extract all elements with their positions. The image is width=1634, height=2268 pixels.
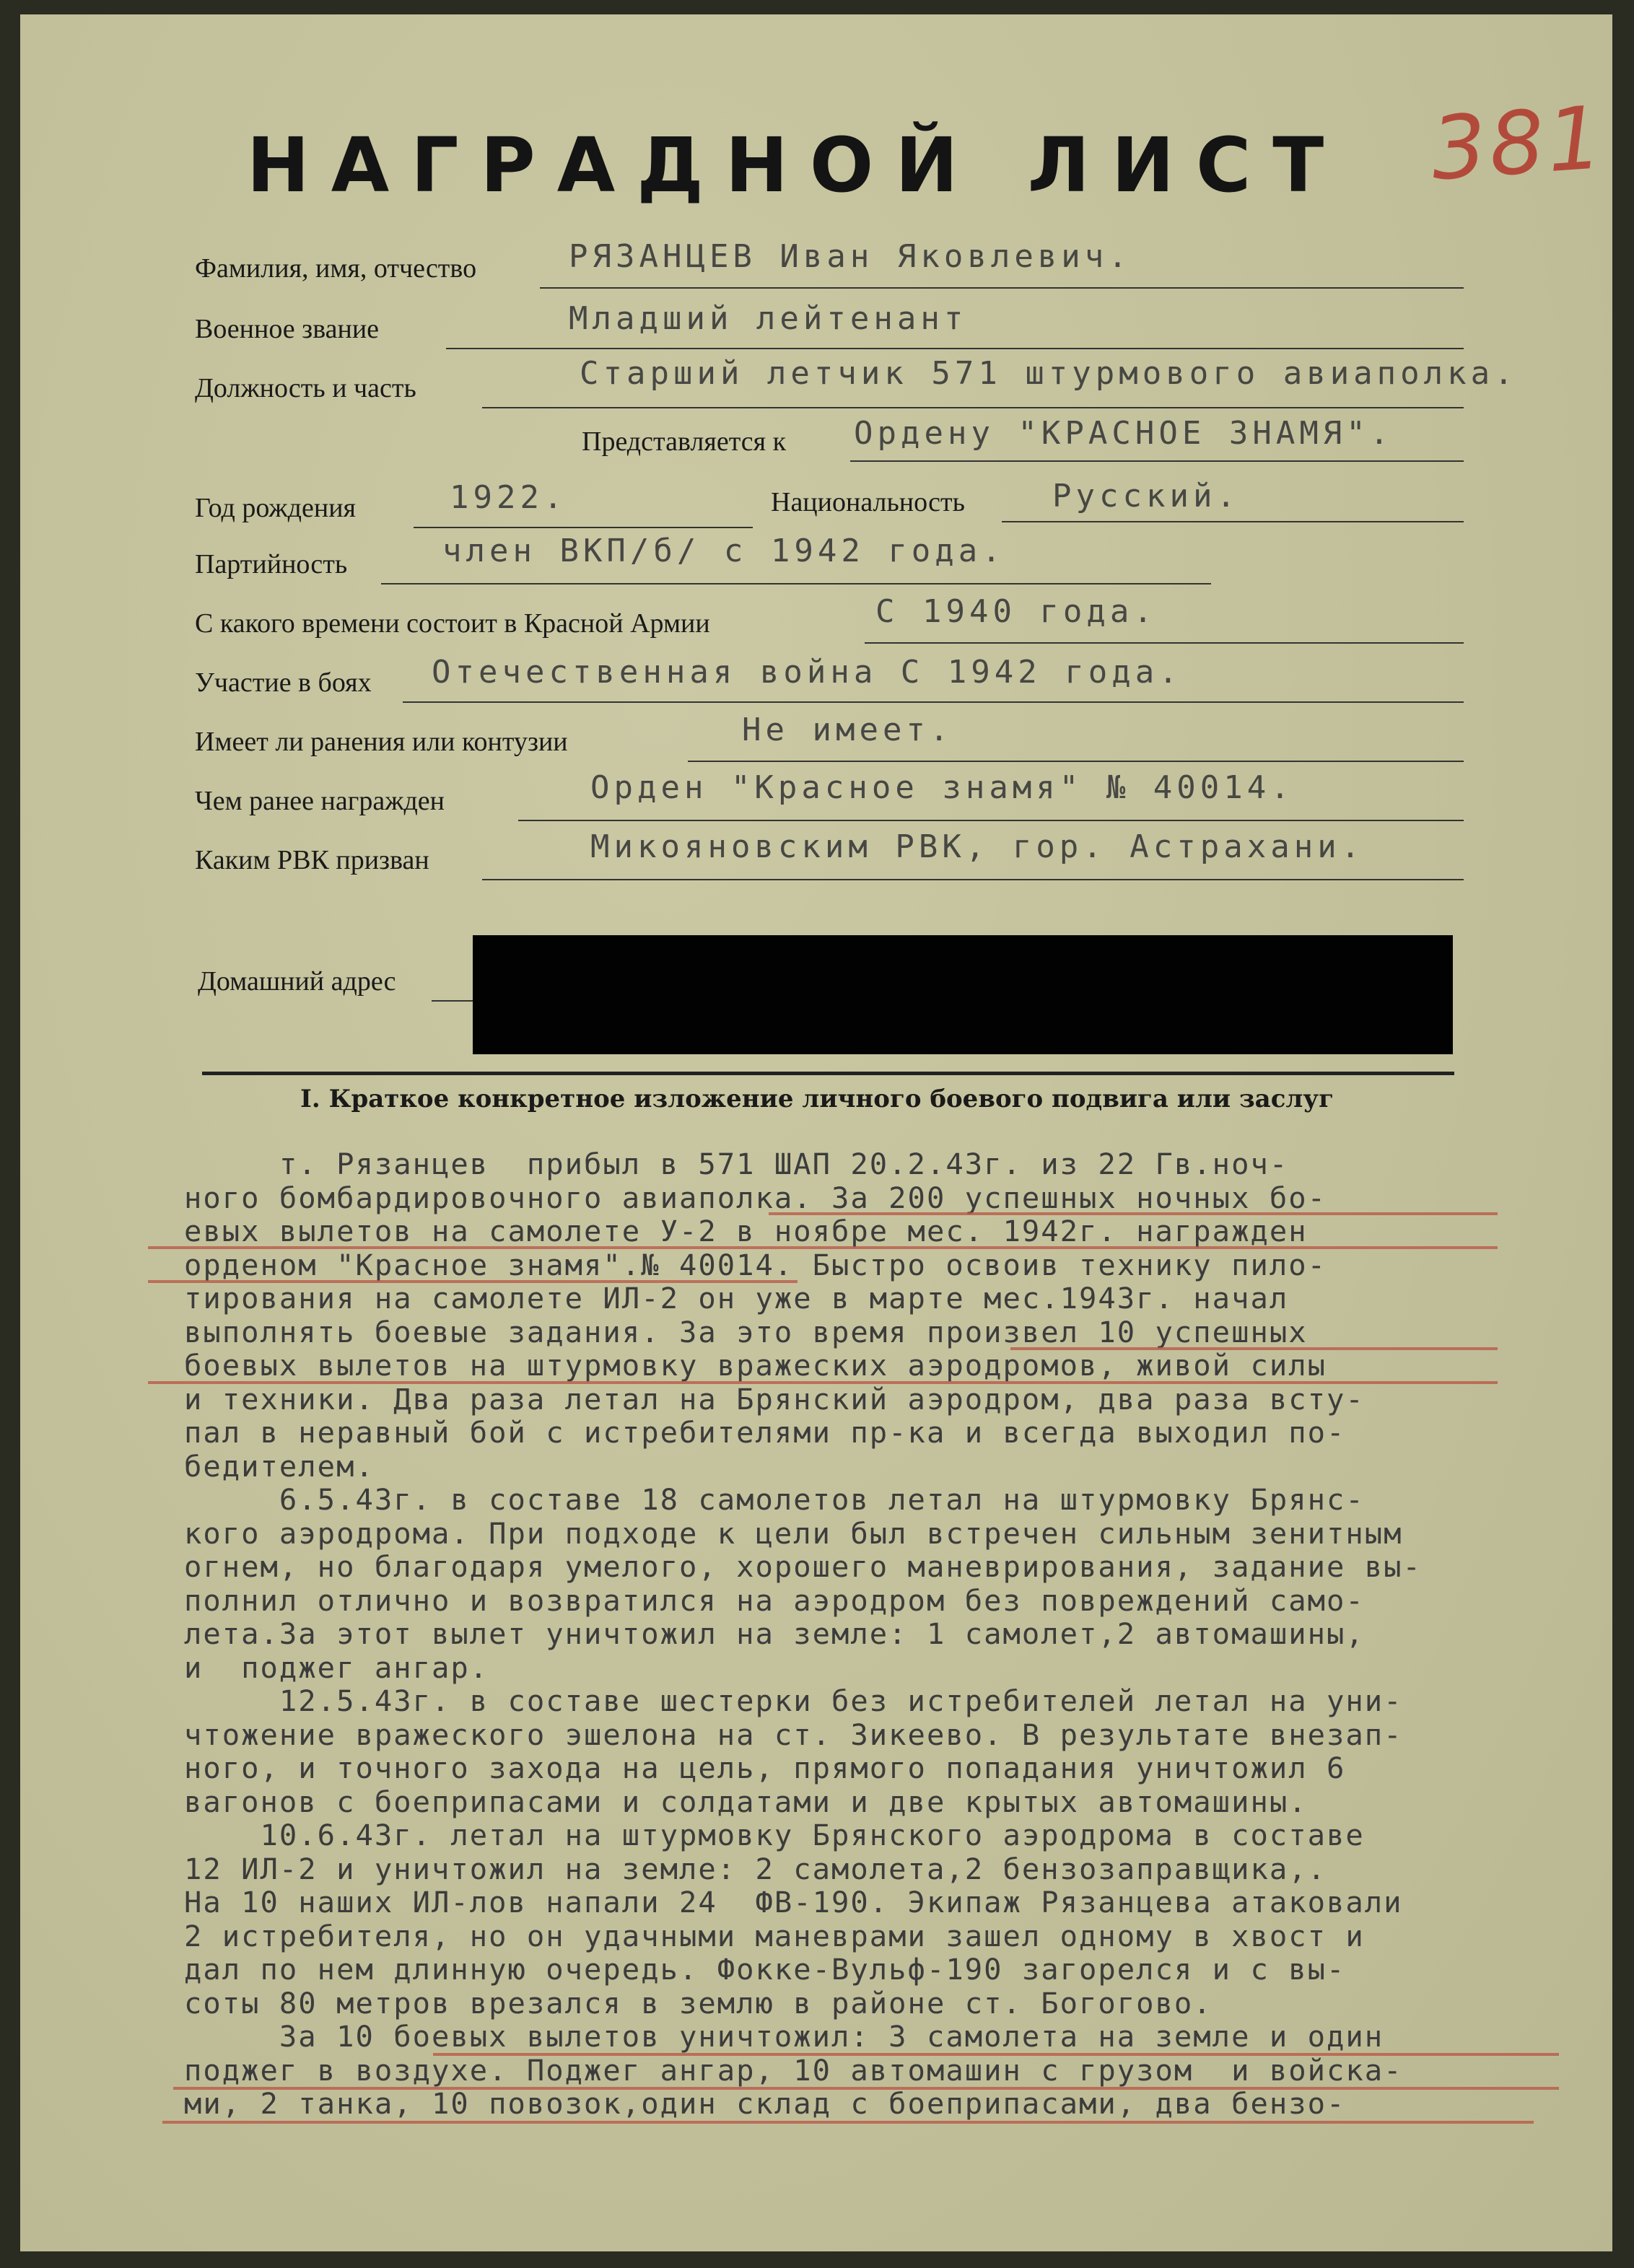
body-line: На 10 наших ИЛ-лов напали 24 ФВ-190. Экипаж Рязанцева атаковали [184,1885,1403,1919]
body-line: 2 истребителя, но он удачными маневрами зашел одному в хвост и [184,1918,1365,1953]
body-line: 12.5.43г. в составе шестерки без истребителей летал на уни- [184,1684,1403,1718]
body-line: чтожение вражеского эшелона на ст. Зикеево. В результате внезап- [184,1717,1403,1752]
body-line: полнил отлично и возвратился на аэродром без повреждений само- [184,1582,1365,1618]
section-rule [202,1072,1454,1075]
birth-year-line [414,527,753,528]
body-line: бедителем. [184,1448,375,1484]
value-nationality: Русский. [1052,478,1240,515]
value-name: РЯЗАНЦЕВ Иван Яковлевич. [569,238,1132,275]
position-line [482,407,1464,408]
prior-awards-line [518,820,1464,821]
body-line: ного, и точного захода на цель, прямого попадания уничтожил 6 [184,1751,1346,1785]
body-line: 10.6.43г. летал на штурмовку Брянского аэродрома в составе [184,1818,1365,1852]
value-position: Старший летчик 571 штурмового авиаполка. [580,355,1518,392]
award-line [850,460,1464,462]
body-line: поджег в воздухе. Поджег ангар, 10 автомашин с грузом и войска- [184,2052,1403,2088]
value-party: член ВКП/б/ с 1942 года. [442,533,1005,569]
red-underline [1010,1347,1498,1350]
body-line: ного бомбардировочного авиаполка. За 200 успешных ночных бо- [184,1180,1327,1215]
body-line: орденом "Красное знамя".№ 40014. Быстро освоив технику пило- [184,1247,1327,1282]
value-award: Ордену "КРАСНОЕ ЗНАМЯ". [854,415,1394,452]
name-line [540,287,1464,289]
body-line: и поджег ангар. [184,1650,489,1685]
label-rank: Военное звание [195,314,380,344]
body-line: лета.За этот вылет уничтожил на земле: 1 самолет,2 автомашины, [184,1616,1365,1651]
label-battles: Участие в боях [195,667,372,698]
label-name: Фамилия, имя, отчество [195,253,477,284]
red-underline [148,1381,1498,1384]
body-line: кого аэродрома. При подходе к цели был встречен сильным зенитным [184,1515,1403,1551]
body-line: ми, 2 танка, 10 повозок,один склад с боеприпасами, два бензо- [184,2086,1346,2121]
label-party: Партийность [195,549,348,579]
body-line: огнем, но благодаря умелого, хорошего маневрирования, задание вы- [184,1549,1422,1584]
body-line: т. Рязанцев прибыл в 571 ШАП 20.2.43г. из 22 Гв.ноч- [184,1147,1289,1181]
value-army-since: С 1940 года. [875,593,1157,630]
red-underline [173,2087,1559,2090]
label-address: Домашний адрес [198,966,396,997]
body-line: 6.5.43г. в составе 18 самолетов летал на штурмовку Брянс- [184,1482,1365,1517]
body-line: дал по нем длинную очередь. Фокке-Вульф-190 загорелся и с вы- [184,1952,1346,1987]
archive-number: 381 [1428,87,1609,201]
body-line: боевых вылетов на штурмовку вражеских аэродромов, живой силы [184,1348,1327,1383]
army-since-line [865,642,1464,644]
body-line: евых вылетов на самолете У-2 в ноябре мес. 1942г. награжден [184,1214,1308,1248]
label-army-since: С какого времени состоит в Красной Армии [195,608,710,639]
red-underline [148,1246,1498,1249]
value-rank: Младший лейтенант [569,300,968,337]
wounds-line [688,761,1464,762]
body-line: 12 ИЛ-2 и уничтожил на земле: 2 самолета,2 бензозаправщика,. [184,1851,1327,1886]
rvk-line [482,879,1464,880]
label-award: Представляется к [582,426,787,457]
label-birth-year: Год рождения [195,493,357,523]
red-underline [148,1280,798,1283]
value-rvk: Микояновским РВК, гор. Астрахани. [590,828,1365,865]
body-line: выполнять боевые задания. За это время произвел 10 успешных [184,1314,1308,1349]
value-birth-year: 1922. [450,479,567,516]
value-battles: Отечественная война С 1942 года. [432,654,1182,691]
label-wounds: Имеет ли ранения или контузии [195,727,568,757]
body-line: соты 80 метров врезался в землю в районе ст. Богогово. [184,1985,1213,2020]
value-wounds: Не имеет. [742,712,953,748]
label-prior-awards: Чем ранее награжден [195,786,445,816]
value-prior-awards: Орден "Красное знамя" № 40014. [590,769,1294,806]
label-position: Должность и часть [195,373,416,403]
party-line [381,583,1211,584]
body-line: и техники. Два раза летал на Брянский аэродром, два раза всту- [184,1381,1365,1417]
document-title: НАГРАДНОЙ ЛИСТ [246,121,1346,209]
body-text [184,1147,1599,2121]
rank-line [446,348,1464,349]
body-line: пал в неравный бой с истребителями пр-ка и всегда выходил по- [184,1415,1346,1450]
body-line: вагонов с боеприпасами и солдатами и две крытых автомашины. [184,1784,1308,1819]
battles-line [403,701,1464,703]
nationality-line [1002,521,1464,522]
label-rvk: Каким РВК призван [195,845,429,875]
red-underline [433,2053,1559,2056]
label-nationality: Национальность [771,487,965,517]
body-line: За 10 боевых вылетов уничтожил: 3 самолета на земле и один [184,2019,1384,2054]
red-underline [769,1212,1498,1215]
redaction-block [473,935,1453,1054]
red-underline [162,2121,1534,2124]
body-line: тирования на самолете ИЛ-2 он уже в марте мес.1943г. начал [184,1281,1289,1315]
section-title: I. Краткое конкретное изложение личного боевого подвига или заслуг [300,1085,1334,1113]
